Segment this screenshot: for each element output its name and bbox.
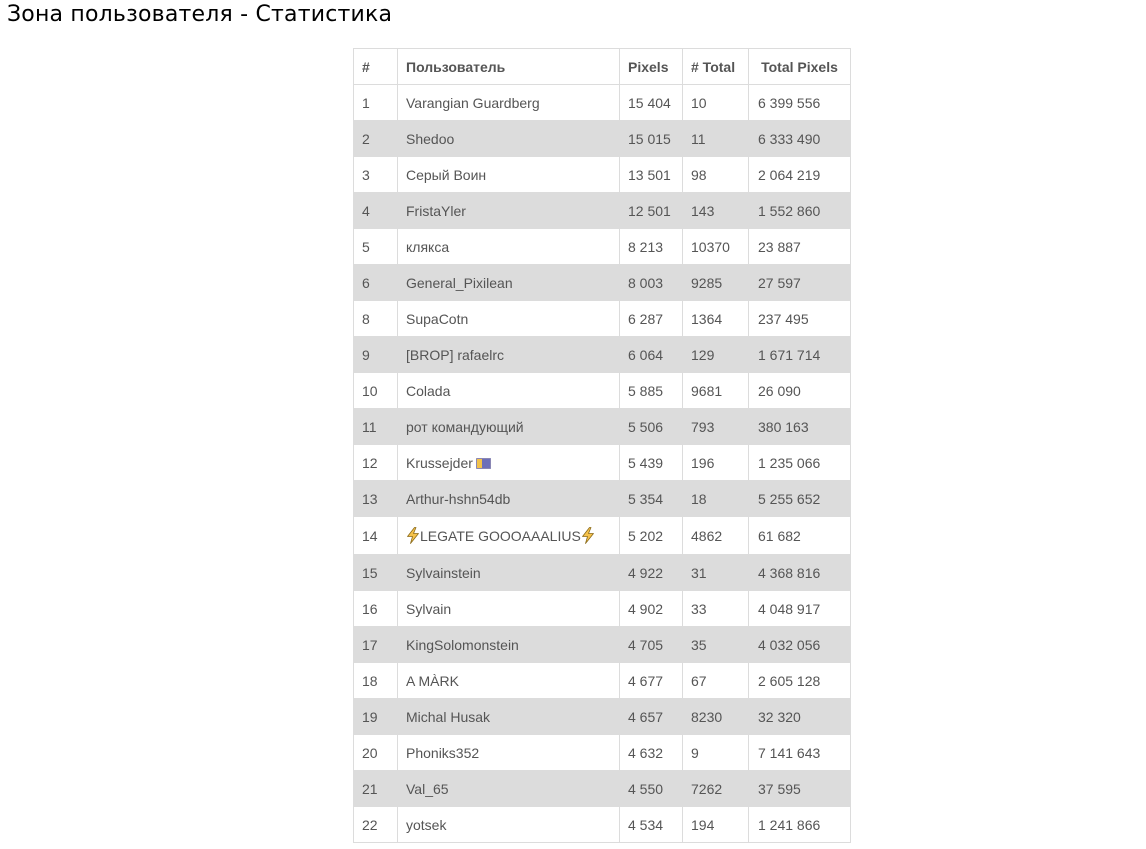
cell-total: 67	[683, 663, 749, 699]
username-text: Серый Воин	[406, 166, 487, 183]
cell-rank: 2	[354, 121, 398, 157]
cell-total-pixels: 380 163	[749, 409, 851, 445]
cell-pixels: 4 922	[620, 555, 683, 591]
cell-total: 1364	[683, 301, 749, 337]
cell-pixels: 4 550	[620, 771, 683, 807]
table-body	[354, 85, 851, 843]
lightning-bolt-icon	[406, 527, 420, 544]
cell-user	[398, 157, 620, 193]
cell-user	[398, 121, 620, 157]
cell-total: 9681	[683, 373, 749, 409]
cell-rank: 11	[354, 409, 398, 445]
page-title: Зона пользователя - Статистика	[7, 2, 393, 27]
cell-total: 9	[683, 735, 749, 771]
cell-total: 143	[683, 193, 749, 229]
cell-pixels: 4 902	[620, 591, 683, 627]
username-text: [BROP] rafaelrc	[406, 346, 505, 363]
cell-total-pixels: 26 090	[749, 373, 851, 409]
table-row	[354, 265, 851, 301]
cell-user	[398, 409, 620, 445]
table-row	[354, 301, 851, 337]
username-text: Shedoo	[406, 130, 455, 147]
table-row	[354, 121, 851, 157]
table-row	[354, 157, 851, 193]
cell-pixels: 12 501	[620, 193, 683, 229]
lightning-bolt-icon	[581, 527, 595, 544]
cell-rank: 18	[354, 663, 398, 699]
table-row	[354, 807, 851, 843]
cell-pixels: 4 534	[620, 807, 683, 843]
cell-user	[398, 301, 620, 337]
cell-pixels: 15 015	[620, 121, 683, 157]
cell-total: 31	[683, 555, 749, 591]
username-text: Sylvain	[406, 600, 452, 617]
cell-user	[398, 699, 620, 735]
cell-user	[398, 481, 620, 517]
user-statistics-table	[353, 48, 851, 843]
table-row	[354, 373, 851, 409]
cell-total-pixels: 2 605 128	[749, 663, 851, 699]
cell-total-pixels: 27 597	[749, 265, 851, 301]
cell-total: 98	[683, 157, 749, 193]
cell-total: 4862	[683, 517, 749, 555]
cell-total: 35	[683, 627, 749, 663]
username-text: A MÀRK	[406, 672, 459, 689]
cell-rank: 14	[354, 517, 398, 555]
cell-rank: 10	[354, 373, 398, 409]
cell-pixels: 4 657	[620, 699, 683, 735]
cell-total-pixels: 4 048 917	[749, 591, 851, 627]
cell-total-pixels: 5 255 652	[749, 481, 851, 517]
username-text: Michal Husak	[406, 708, 491, 725]
cell-rank: 1	[354, 85, 398, 121]
cell-rank: 21	[354, 771, 398, 807]
cell-pixels: 8 213	[620, 229, 683, 265]
cell-total: 11	[683, 121, 749, 157]
cell-pixels: 13 501	[620, 157, 683, 193]
cell-total: 10370	[683, 229, 749, 265]
cell-user	[398, 193, 620, 229]
cell-rank: 9	[354, 337, 398, 373]
table-row	[354, 591, 851, 627]
username-text: Varangian Guardberg	[406, 94, 540, 111]
cell-rank: 4	[354, 193, 398, 229]
cell-rank: 16	[354, 591, 398, 627]
cell-total: 9285	[683, 265, 749, 301]
cell-pixels: 5 202	[620, 517, 683, 555]
username-text: KingSolomonstein	[406, 636, 519, 653]
cell-rank: 20	[354, 735, 398, 771]
cell-total: 8230	[683, 699, 749, 735]
cell-total-pixels: 4 368 816	[749, 555, 851, 591]
username-text: Colada	[406, 382, 451, 399]
cell-total-pixels: 2 064 219	[749, 157, 851, 193]
cell-rank: 5	[354, 229, 398, 265]
cell-pixels: 4 705	[620, 627, 683, 663]
cell-pixels: 15 404	[620, 85, 683, 121]
username-text: General_Pixilean	[406, 274, 513, 291]
table-row	[354, 337, 851, 373]
cell-total: 33	[683, 591, 749, 627]
cell-user	[398, 555, 620, 591]
cell-pixels: 4 677	[620, 663, 683, 699]
cell-total-pixels: 1 235 066	[749, 445, 851, 481]
header-total: # Total	[683, 49, 749, 85]
cell-user	[398, 771, 620, 807]
cell-rank: 8	[354, 301, 398, 337]
cell-total-pixels: 1 671 714	[749, 337, 851, 373]
cell-rank: 3	[354, 157, 398, 193]
cell-total: 129	[683, 337, 749, 373]
cell-pixels: 6 287	[620, 301, 683, 337]
table-row	[354, 445, 851, 481]
cell-pixels: 8 003	[620, 265, 683, 301]
cell-user	[398, 337, 620, 373]
username-text: рот командующий	[406, 418, 524, 435]
table-row	[354, 735, 851, 771]
cell-user	[398, 735, 620, 771]
header-pixels: Pixels	[620, 49, 683, 85]
cell-pixels: 5 354	[620, 481, 683, 517]
username-text: SupaCotn	[406, 310, 469, 327]
table-header-row	[354, 49, 851, 85]
username-text: Val_65	[406, 780, 449, 797]
cell-total-pixels: 1 241 866	[749, 807, 851, 843]
cell-pixels: 5 885	[620, 373, 683, 409]
cell-total-pixels: 32 320	[749, 699, 851, 735]
cell-total: 196	[683, 445, 749, 481]
cell-pixels: 4 632	[620, 735, 683, 771]
username-text: Phoniks352	[406, 744, 480, 761]
cell-user	[398, 85, 620, 121]
table-row	[354, 193, 851, 229]
cell-total-pixels: 7 141 643	[749, 735, 851, 771]
cell-total: 793	[683, 409, 749, 445]
header-user: Пользователь	[398, 49, 620, 85]
table-row	[354, 663, 851, 699]
table-row	[354, 555, 851, 591]
cell-user	[398, 265, 620, 301]
username-text: Sylvainstein	[406, 564, 481, 581]
table-row	[354, 627, 851, 663]
cell-user	[398, 229, 620, 265]
cell-user	[398, 517, 620, 555]
cell-user	[398, 627, 620, 663]
cell-total-pixels: 37 595	[749, 771, 851, 807]
cell-rank: 19	[354, 699, 398, 735]
cell-total: 194	[683, 807, 749, 843]
cell-total-pixels: 23 887	[749, 229, 851, 265]
cell-total-pixels: 237 495	[749, 301, 851, 337]
cell-total-pixels: 6 333 490	[749, 121, 851, 157]
cell-total: 7262	[683, 771, 749, 807]
cell-total: 18	[683, 481, 749, 517]
cell-user	[398, 807, 620, 843]
cell-rank: 17	[354, 627, 398, 663]
cell-total-pixels: 4 032 056	[749, 627, 851, 663]
cell-total-pixels: 6 399 556	[749, 85, 851, 121]
cell-rank: 22	[354, 807, 398, 843]
table-row	[354, 409, 851, 445]
table-row	[354, 771, 851, 807]
cell-total-pixels: 61 682	[749, 517, 851, 555]
table-row	[354, 85, 851, 121]
cell-pixels: 5 439	[620, 445, 683, 481]
flag-icon	[476, 458, 491, 469]
table-row	[354, 699, 851, 735]
cell-total: 10	[683, 85, 749, 121]
username-text: Arthur-hshn54db	[406, 490, 511, 507]
header-total-pixels: Total Pixels	[749, 49, 851, 85]
cell-pixels: 6 064	[620, 337, 683, 373]
cell-user	[398, 663, 620, 699]
table-row	[354, 229, 851, 265]
username-text: yotsek	[406, 816, 447, 833]
username-text: LEGATE GOOOAAALIUS	[420, 528, 581, 544]
cell-rank: 15	[354, 555, 398, 591]
username-text: FristaYler	[406, 202, 466, 219]
cell-user	[398, 445, 620, 481]
cell-total-pixels: 1 552 860	[749, 193, 851, 229]
header-rank: #	[354, 49, 398, 85]
table-row	[354, 517, 851, 555]
cell-user	[398, 373, 620, 409]
username-text: клякса	[406, 238, 450, 255]
cell-rank: 13	[354, 481, 398, 517]
username-text: Krussejder	[406, 454, 473, 471]
cell-rank: 12	[354, 445, 398, 481]
cell-pixels: 5 506	[620, 409, 683, 445]
cell-user	[398, 591, 620, 627]
table-row	[354, 481, 851, 517]
cell-rank: 6	[354, 265, 398, 301]
